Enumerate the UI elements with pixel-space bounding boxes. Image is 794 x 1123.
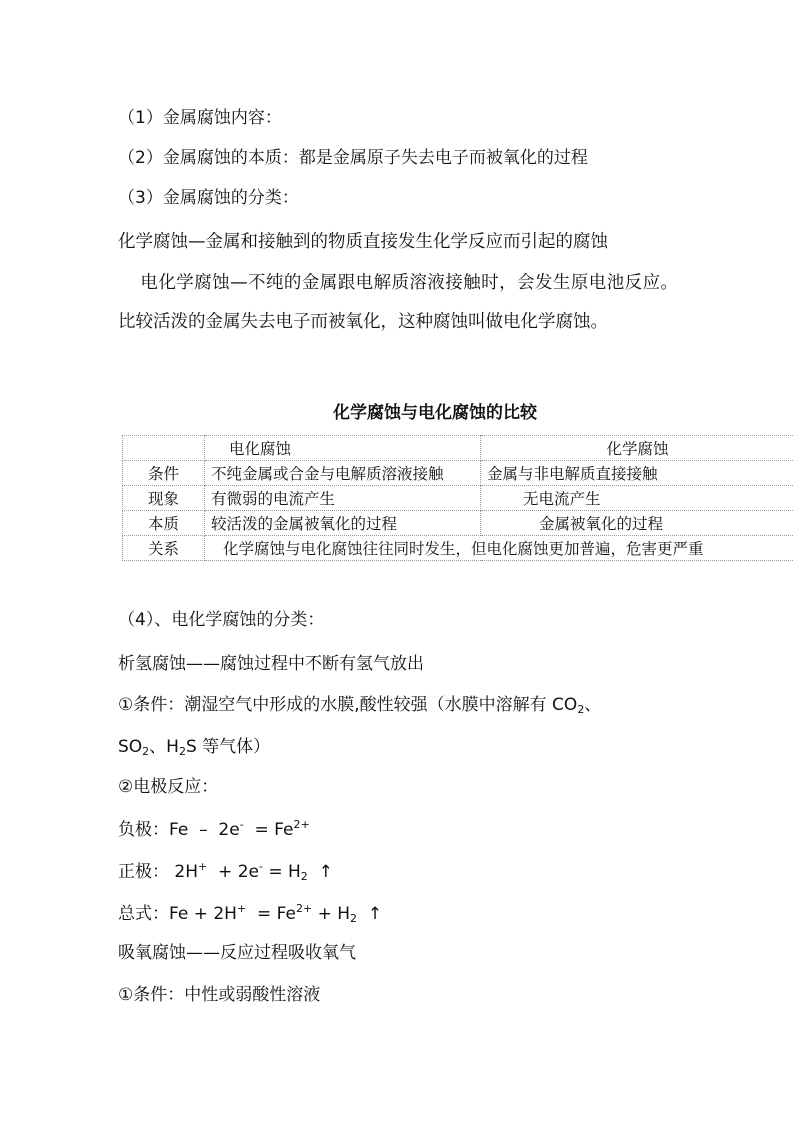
hydrogen-condition-line-2 bbox=[118, 737, 270, 758]
electrochemical-corrosion-definition bbox=[118, 264, 678, 341]
comparison-table-title: 化学腐蚀与电化腐蚀的比较 bbox=[333, 403, 537, 423]
oxygen-corrosion-title: 吸氧腐蚀——反应过程吸收氧气 bbox=[118, 943, 356, 963]
row-label: 条件 bbox=[123, 461, 205, 486]
hydrogen-condition-line-1 bbox=[118, 695, 601, 716]
total-equation bbox=[118, 902, 382, 925]
condition-text: ①条件：潮湿空气中形成的水膜,酸性较强（水膜中溶解有 CO bbox=[118, 695, 578, 715]
formula-text: = Fe bbox=[243, 820, 294, 840]
row-electro-value: 不纯金属或合金与电解质溶液接触 bbox=[205, 461, 481, 486]
row-electro-value: 较活泼的金属被氧化的过程 bbox=[205, 511, 481, 536]
formula-text: + 2e bbox=[207, 862, 259, 882]
row-label: 本质 bbox=[123, 511, 205, 536]
formula-text: SO bbox=[118, 737, 143, 757]
formula-text: Fe + 2H bbox=[169, 904, 237, 924]
table-row bbox=[123, 511, 794, 536]
up-arrow-text: ↑ bbox=[307, 862, 333, 882]
negative-label: 负极： bbox=[118, 820, 169, 840]
superscript: 2+ bbox=[293, 818, 310, 831]
table-row bbox=[123, 486, 794, 511]
header-cell-empty bbox=[123, 436, 205, 461]
superscript: 2+ bbox=[295, 902, 313, 915]
header-cell-chemical: 化学腐蚀 bbox=[481, 436, 794, 461]
section-4-title: （4）、电化学腐蚀的分类： bbox=[118, 610, 325, 630]
oxygen-condition: ①条件：中性或弱酸性溶液 bbox=[118, 985, 321, 1005]
item-1-text: （1）金属腐蚀内容： bbox=[118, 108, 282, 128]
hydrogen-corrosion-title: 析氢腐蚀——腐蚀过程中不断有氢气放出 bbox=[118, 654, 424, 674]
superscript: - bbox=[258, 860, 263, 873]
header-cell-electro: 电化腐蚀 bbox=[205, 436, 481, 461]
total-label: 总式： bbox=[118, 904, 169, 924]
formula-text: Fe – 2e bbox=[169, 820, 240, 840]
formula-text: 2H bbox=[169, 862, 199, 882]
electrode-reaction-title: ②电极反应： bbox=[118, 777, 219, 797]
row-chemical-value: 无电流产生 bbox=[481, 486, 794, 511]
subscript: 2 bbox=[350, 912, 358, 925]
formula-text: + H bbox=[312, 904, 351, 924]
row-chemical-value: 金属与非电解质直接接触 bbox=[481, 461, 794, 486]
item-3-text: （3）金属腐蚀的分类： bbox=[118, 188, 299, 208]
comparison-table bbox=[122, 435, 794, 561]
row-chemical-value: 金属被氧化的过程 bbox=[481, 511, 794, 536]
negative-electrode-equation bbox=[118, 818, 310, 840]
table-header-row bbox=[123, 436, 794, 461]
row-label: 现象 bbox=[123, 486, 205, 511]
condition-text-end: 、 bbox=[584, 695, 602, 715]
superscript: - bbox=[239, 818, 244, 831]
subscript: 2 bbox=[577, 703, 585, 716]
subscript: 2 bbox=[178, 745, 186, 758]
relation-text: 化学腐蚀与电化腐蚀往往同时发生，但电化腐蚀更加普遍，危害更严重 bbox=[205, 536, 794, 561]
chemical-corrosion-definition: 化学腐蚀—金属和接触到的物质直接发生化学反应而引起的腐蚀 bbox=[118, 232, 608, 252]
positive-label: 正极： bbox=[118, 862, 169, 882]
formula-text: S 等气体） bbox=[185, 737, 271, 757]
table-row bbox=[123, 461, 794, 486]
table-row bbox=[123, 536, 794, 561]
row-electro-value: 有微弱的电流产生 bbox=[205, 486, 481, 511]
subscript: 2 bbox=[300, 870, 308, 883]
positive-electrode-equation bbox=[118, 860, 333, 883]
row-label: 关系 bbox=[123, 536, 205, 561]
subscript: 2 bbox=[142, 745, 150, 758]
item-2-text: （2）金属腐蚀的本质：都是金属原子失去电子而被氧化的过程 bbox=[118, 148, 588, 168]
up-arrow-text: ↑ bbox=[357, 904, 383, 924]
formula-text: = Fe bbox=[246, 904, 296, 924]
formula-text: 、H bbox=[149, 737, 179, 757]
superscript: + bbox=[236, 902, 247, 915]
electrochemical-corrosion-text: 电化学腐蚀—不纯的金属跟电解质溶液接触时，会发生原电池反应。比较活泼的金属失去电子而被氧化，这种腐蚀叫做电化学腐蚀。 bbox=[118, 273, 678, 332]
superscript: + bbox=[198, 860, 208, 873]
formula-text: = H bbox=[262, 862, 301, 882]
